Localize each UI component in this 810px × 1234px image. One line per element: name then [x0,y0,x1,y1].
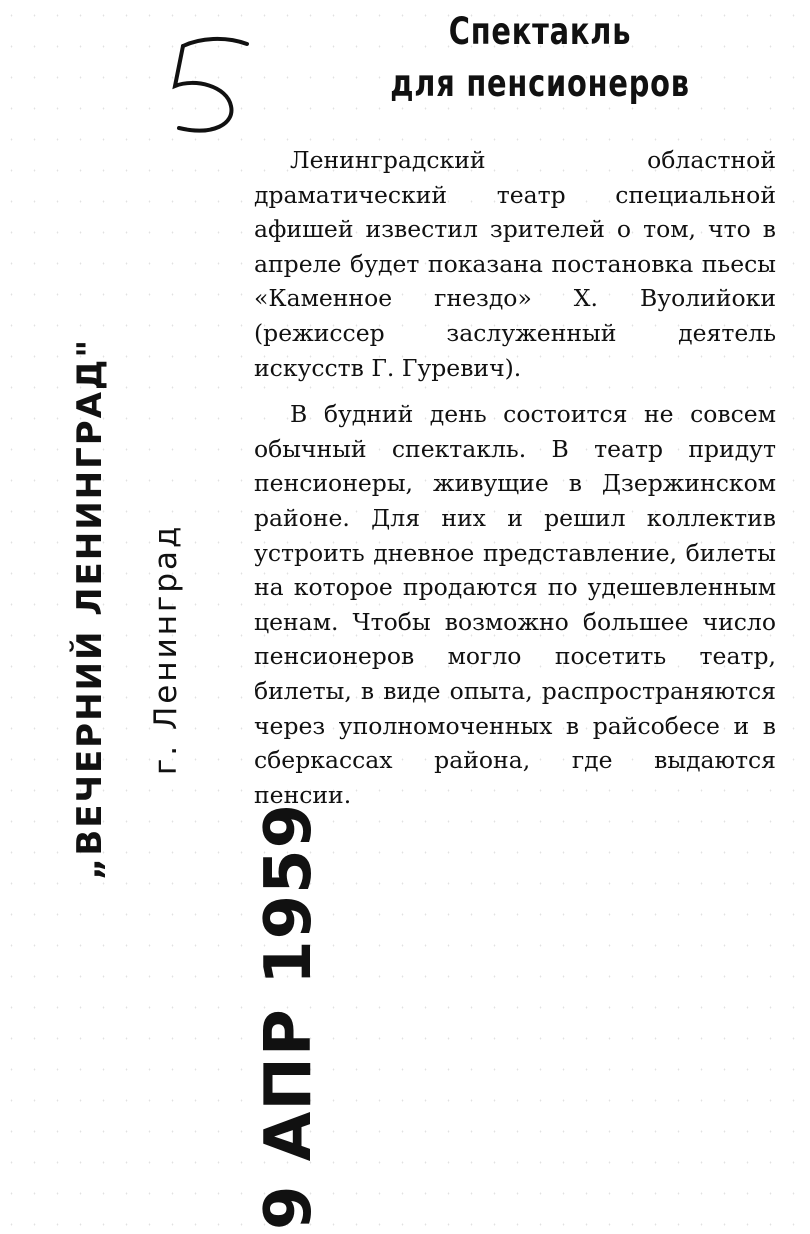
article-body [254,143,776,824]
article-paragraph-1: Ленинградский областной драматический театр специальной афишей известил зрителей о том, что в апреле будет показана постановка пьесы «Каменное гнездо» Х. Вуолийоки (режиссер заслуженный деятель искусств Г. Гуревич). [254,146,776,382]
headline-line-1: Спектакль [448,10,632,53]
stamp-date: 9 АПР 1959 [252,802,326,1230]
stamp-newspaper-name: „ВЕЧЕРНИЙ ЛЕНИНГРАД" [70,337,110,880]
handwritten-number-5 [165,28,255,138]
headline-line-2: для пенсионеров [390,62,690,105]
stamp-city: г. Ленинград [148,523,184,775]
article-headline [353,6,727,110]
article-paragraph-2: В будний день состоится не совсем обычный спектакль. В театр придут пенсионеры, живущие в Дзержинском районе. Для них и решил коллектив устроить дневное представление, билеты на которое продаются по удешевленным ценам. Чтобы возможно большее число пенсионеров могло посетить театр, билеты, в виде опыта, распространяются через уполномоченных в райсобесе и в сберкассах района, где выдаются пенсии. [254,400,776,809]
